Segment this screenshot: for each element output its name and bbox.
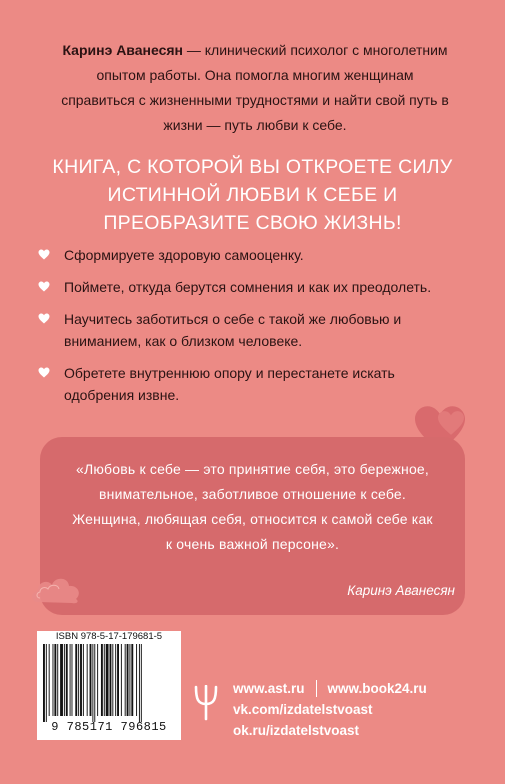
barcode-bar	[43, 644, 45, 722]
barcode-bar	[125, 644, 126, 716]
barcode-bar	[46, 644, 47, 722]
author-name: Каринэ Аванесян	[62, 42, 183, 58]
barcode	[37, 631, 181, 740]
barcode-bar	[66, 644, 68, 716]
barcode-bar	[78, 644, 79, 716]
barcode-bar	[72, 644, 73, 716]
barcode-bar	[131, 644, 133, 716]
link-book24[interactable]: www.book24.ru	[327, 681, 427, 696]
barcode-bar	[53, 644, 54, 716]
barcode-bar	[90, 644, 92, 716]
barcode-bar	[129, 644, 130, 716]
barcode-bar	[64, 644, 65, 716]
barcode-bar	[83, 644, 84, 716]
barcode-bar	[112, 644, 113, 716]
barcode-bar	[106, 644, 109, 716]
barcode-bar	[115, 644, 116, 716]
barcode-bar	[127, 644, 129, 716]
benefits-list	[38, 244, 468, 416]
barcode-bar	[87, 644, 88, 716]
benefit-text: Поймете, откуда берутся сомнения и как их преодолеть.	[64, 279, 432, 295]
benefit-item	[38, 244, 468, 266]
barcode-bar	[110, 644, 112, 716]
headline: КНИГА, С КОТОРОЙ ВЫ ОТКРОЕТЕ СИЛУ ИСТИННОЙ ЛЮБВИ К СЕБЕ И ПРЕОБРАЗИТЕ СВОЮ ЖИЗНЬ!	[52, 156, 453, 234]
decorative-cloud-icon	[28, 568, 88, 608]
barcode-bar	[94, 644, 95, 722]
publisher-links	[233, 678, 427, 741]
benefit-text: Сформируете здоровую самооценку.	[64, 247, 304, 263]
heart-bullet-icon	[38, 313, 50, 324]
heart-bullet-icon	[38, 367, 50, 378]
benefit-text: Обретете внутреннюю опору и перестанете искать одобрения извне.	[64, 365, 395, 403]
barcode-bar	[49, 644, 50, 716]
barcode-number: 9 785171 796815	[51, 720, 167, 734]
barcode-bar	[92, 644, 93, 722]
isbn-label: ISBN 978-5-17-179681-5	[55, 631, 163, 642]
link-ast[interactable]: www.ast.ru	[233, 681, 305, 696]
barcode-bar	[80, 644, 82, 716]
author-bio-text: — клинический психолог с многолетним опытом работы. Она помогла многим женщинам справиться с жизненными трудностями и найти свой путь в жизни — путь любви к себе.	[61, 42, 449, 133]
decorative-heart-icon	[436, 410, 466, 436]
barcode-bar	[101, 644, 103, 716]
benefit-item	[38, 362, 468, 406]
barcode-bar	[75, 644, 77, 716]
benefit-item	[38, 276, 468, 298]
publisher-logo-icon	[193, 685, 219, 721]
barcode-bars	[41, 644, 177, 724]
barcode-bar	[141, 644, 142, 722]
link-ok[interactable]: ok.ru/izdatelstvoast	[233, 723, 360, 738]
benefit-item	[38, 308, 468, 352]
barcode-bar	[136, 644, 137, 716]
barcode-bar	[121, 644, 122, 716]
link-separator	[316, 680, 317, 697]
quote-box	[40, 437, 465, 615]
barcode-bar	[70, 644, 71, 716]
barcode-bar	[117, 644, 119, 716]
author-bio	[60, 38, 450, 138]
heart-bullet-icon	[38, 281, 50, 292]
barcode-bar	[57, 644, 58, 716]
barcode-bar	[97, 644, 98, 716]
link-vk[interactable]: vk.com/izdatelstvoast	[233, 702, 373, 717]
quote-text: «Любовь к себе — это принятие себя, это бережное, внимательное, заботливое отношение к себе. Женщина, любящая себя, относится к самой себе как к очень важной персоне».	[72, 461, 433, 552]
barcode-bar	[139, 644, 140, 722]
benefit-text: Научитесь заботиться о себе с такой же любовью и вниманием, как о близком человеке.	[64, 311, 402, 349]
barcode-bar	[60, 644, 63, 716]
quote-author: Каринэ Аванесян	[347, 583, 455, 598]
heart-bullet-icon	[38, 249, 50, 260]
barcode-bar	[54, 644, 56, 716]
barcode-bar	[104, 644, 105, 716]
